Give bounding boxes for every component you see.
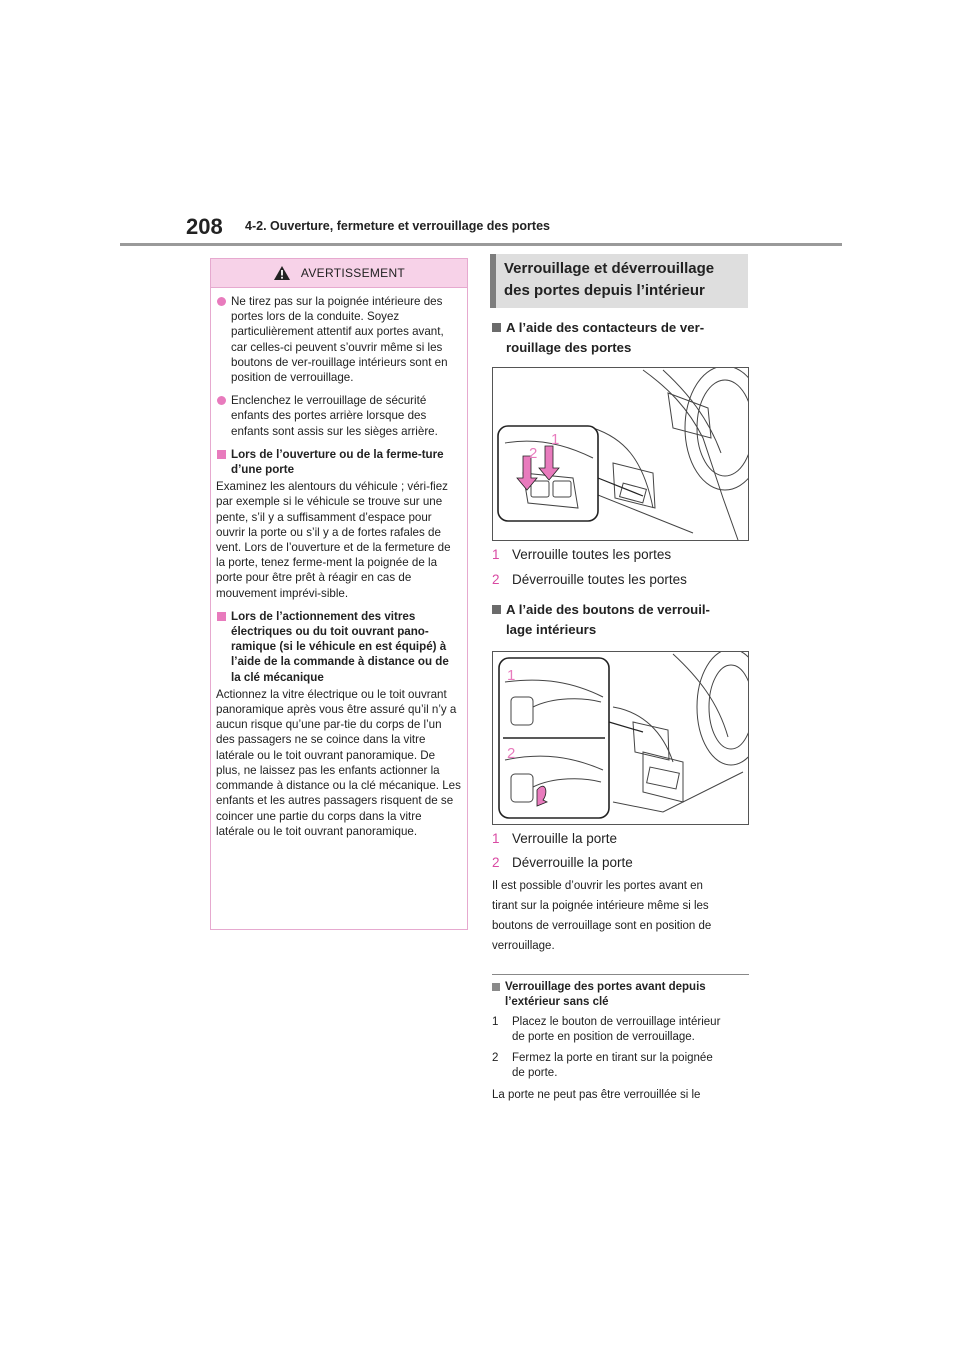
- warning-bullet: [216, 393, 461, 439]
- list-item-text: Déverrouille la porte: [512, 855, 633, 870]
- step-item: [492, 1051, 752, 1081]
- warning-paragraph: Actionnez la vitre électrique ou le toit ouvrant panoramique après vous être assuré qu’il n’y a aucun risque qu’une par-tie du corps de l’un des passagers ne se coince dans la vitre latérale ou le toit ouvrant panoramique. De plus, ne laissez pas les enfants actionner la commande à distance ou la clé mécanique. Les enfants et les autres passagers risquent de se coincer une partie du corps dans la vitre latérale ou le toit ouvrant panoramique.: [216, 687, 461, 838]
- callout-1: 1: [507, 667, 516, 684]
- step-line: de porte en position de verrouillage.: [512, 1031, 695, 1043]
- list-item: [492, 546, 750, 564]
- list-item-number: 2: [492, 572, 500, 587]
- subsection-heading-line: l’extérieur sans clé: [505, 996, 609, 1008]
- inside-lock-button-illustration: [492, 651, 749, 825]
- list-item: [492, 571, 750, 589]
- list-item-number: 1: [492, 547, 500, 562]
- note-line: Il est possible d’ouvrir les portes avant en: [492, 880, 703, 892]
- warning-subheading-text: Lors de l’ouverture ou de la ferme-ture d’une porte: [231, 447, 444, 477]
- subsection-heading: [492, 980, 750, 1010]
- trailing-text: La porte ne peut pas être verrouillée si le: [492, 1089, 701, 1101]
- gray-square-icon: [492, 605, 501, 614]
- step-item: [492, 1015, 752, 1045]
- note-line: verrouillage.: [492, 940, 555, 952]
- door-switch-drawing: [493, 368, 748, 540]
- warning-subheading-text: Lors de l’actionnement des vitres électriques ou du toit ouvrant pano-ramique (si le véhicule en est équipé) à l’aide de la commande à distance ou de la clé mécanique: [231, 609, 449, 684]
- subsection-heading-line: lage intérieurs: [506, 622, 597, 637]
- warning-subheading: [216, 609, 461, 685]
- subsection-heading: [492, 600, 750, 640]
- list-item-text: Verrouille la porte: [512, 831, 618, 846]
- door-lock-switch-illustration: [492, 367, 749, 541]
- list-item: [492, 854, 750, 872]
- list-item: [492, 830, 750, 848]
- page-number: 208: [186, 214, 223, 239]
- callout-2: 2: [507, 745, 516, 762]
- warning-bullet: [216, 294, 461, 385]
- subsection-heading-line: Verrouillage des portes avant depuis: [505, 981, 706, 993]
- warning-title: AVERTISSEMENT: [300, 266, 406, 280]
- warning-bullet-text: Enclenchez le verrouillage de sécurité enfants des portes arrière lorsque des enfants sont assis sur les sièges arrière.: [231, 394, 438, 438]
- callout-2: 2: [529, 445, 538, 462]
- subsection-heading-line: A l’aide des contacteurs de ver-: [506, 320, 705, 335]
- warning-subheading: [216, 447, 461, 477]
- list-item-text: Verrouille toutes les portes: [512, 547, 672, 562]
- door-button-drawing: [493, 652, 748, 824]
- warning-header: [211, 259, 467, 288]
- section-divider: [492, 974, 749, 975]
- section-title-line: Verrouillage et déverrouillage: [504, 260, 715, 277]
- warning-triangle-icon: [273, 265, 291, 281]
- gray-square-icon: [492, 323, 501, 332]
- warning-paragraph: Examinez les alentours du véhicule ; véri-fiez par exemple si le véhicule se trouve sur une pente, s’il y a suffisamment d’espace pour ouvrir la porte ou s’il y a de fortes rafales de vent. Lors de l’ouverture et de la fermeture de la porte, tenez ferme-ment la poignée de la porte pour être prêt à réagir en cas de mouvement imprévi-sible.: [216, 480, 451, 600]
- gray-square-icon: [492, 983, 500, 991]
- warning-bullet-text: Ne tirez pas sur la poignée intérieure des portes lors de la conduite. Soyez particulièrement attentif aux portes avant, car celles-ci peuvent s’ouvrir même si les boutons de ver-rouillage intérieurs sont en position de verrouillage.: [231, 295, 448, 385]
- section-title-line: des portes depuis l’intérieur: [504, 282, 705, 299]
- pink-bullet-icon: [217, 297, 226, 306]
- warning-body: [211, 288, 467, 839]
- step-line: de porte.: [512, 1067, 558, 1079]
- pink-bullet-icon: [217, 396, 226, 405]
- pink-square-icon: [217, 450, 226, 459]
- section-header: [490, 254, 748, 308]
- chapter-title: 4-2. Ouverture, fermeture et verrouillage des portes: [245, 219, 550, 233]
- note-line: tirant sur la poignée intérieure même si les: [492, 900, 709, 912]
- warning-box: [210, 258, 468, 930]
- list-item-text: Déverrouille toutes les portes: [512, 572, 687, 587]
- note-paragraph: [492, 876, 752, 956]
- subsection-heading-line: A l’aide des boutons de verrouil-: [506, 602, 710, 617]
- pink-square-icon: [217, 612, 226, 621]
- step-line: Placez le bouton de verrouillage intérieur: [512, 1016, 721, 1028]
- list-item-number: 2: [492, 855, 500, 870]
- step-number: 1: [492, 1016, 499, 1028]
- step-number: 2: [492, 1052, 499, 1064]
- subsection-heading: [492, 318, 750, 358]
- header-rule: [120, 243, 842, 246]
- list-item-number: 1: [492, 831, 500, 846]
- callout-1: 1: [551, 431, 560, 448]
- step-line: Fermez la porte en tirant sur la poignée: [512, 1052, 713, 1064]
- note-line: boutons de verrouillage sont en position de: [492, 920, 712, 932]
- subsection-heading-line: rouillage des portes: [506, 340, 632, 355]
